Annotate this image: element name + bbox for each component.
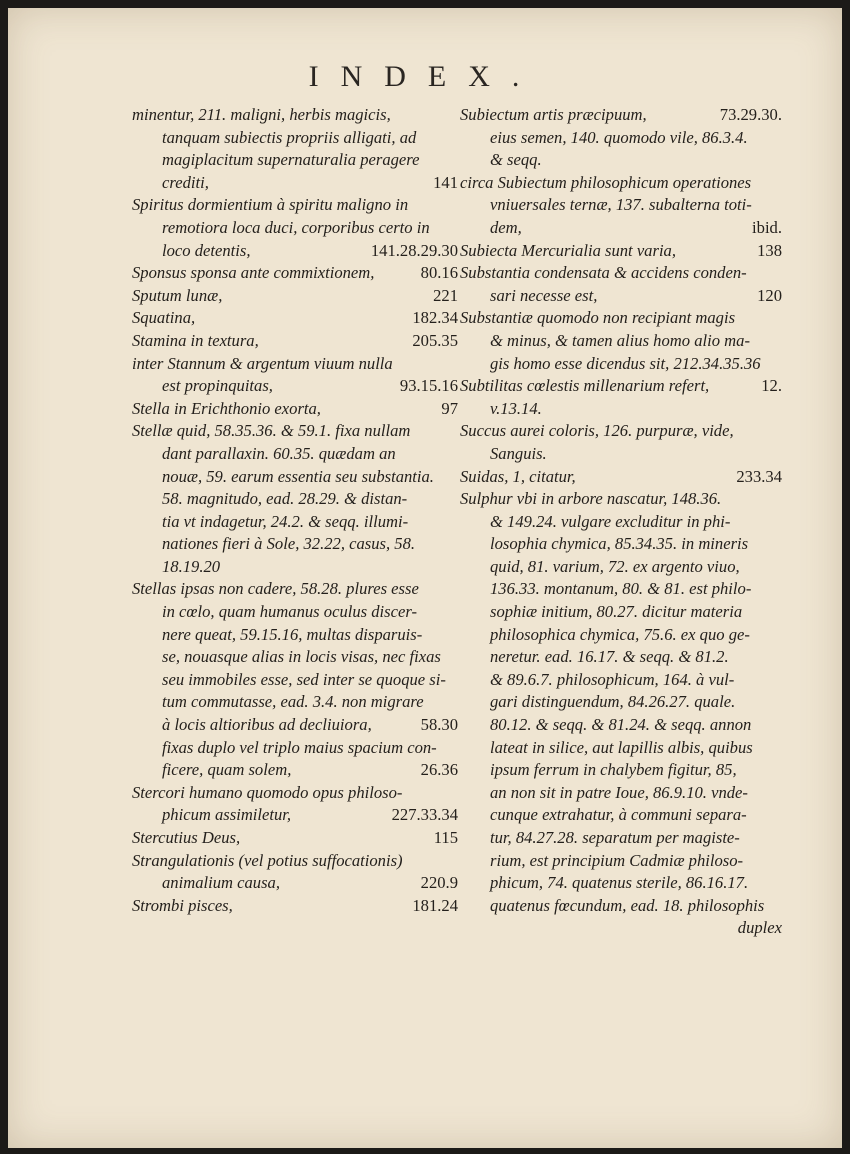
index-entry-text: 136.33. montanum, 80. & 81. est philo-	[490, 579, 752, 599]
index-line	[460, 443, 782, 466]
index-line	[460, 217, 782, 240]
index-entry-text: phicum assimiletur,	[162, 805, 292, 825]
index-entry-text: & 89.6.7. philosophicum, 164. à vul-	[490, 669, 735, 689]
index-line	[460, 262, 782, 285]
index-entry-text: Sulphur vbi in arbore nascatur, 148.36.	[460, 489, 722, 509]
index-entry-text: Stercori humano quomodo opus philoso-	[132, 782, 403, 802]
index-line	[132, 466, 458, 489]
index-line	[460, 307, 782, 330]
index-line	[132, 420, 458, 443]
index-line	[460, 872, 782, 895]
index-page-reference: 141.28.29.30	[370, 240, 458, 260]
index-entry-text: animalium causa,	[162, 873, 280, 893]
index-line	[132, 172, 458, 195]
index-entry-text: an non sit in patre Ioue, 86.9.10. vnde-	[490, 782, 748, 802]
index-line	[132, 330, 458, 353]
index-line	[132, 578, 458, 601]
index-page-reference: 227.33.34	[391, 805, 458, 825]
index-line	[132, 194, 458, 217]
index-line	[132, 104, 458, 127]
index-line	[132, 714, 458, 737]
index-line	[460, 240, 782, 263]
index-line	[460, 353, 782, 376]
index-line	[132, 556, 458, 579]
index-entry-text: Squatina,	[132, 308, 196, 328]
index-line	[460, 127, 782, 150]
index-entry-text: Subiecta Mercurialia sunt varia,	[460, 240, 676, 260]
index-line	[460, 104, 782, 127]
index-page-reference: 26.36	[420, 760, 458, 780]
index-entry-text: ipsum ferrum in chalybem figitur, 85,	[490, 760, 737, 780]
index-page-reference: 73.29.30.	[719, 105, 782, 124]
index-page-reference: 58.30	[420, 715, 458, 735]
index-line	[460, 420, 782, 443]
index-entry-text: Stella in Erichthonio exorta,	[132, 398, 321, 418]
index-page-reference: ibid.	[752, 217, 782, 237]
index-entry-text: est propinquitas,	[162, 376, 273, 396]
index-entry-text: sophiæ initium, 80.27. dicitur materia	[490, 602, 743, 622]
index-entry-text: cunque extrahatur, à communi separa-	[490, 805, 747, 825]
index-page-reference: 181.24	[412, 895, 458, 915]
index-entry-text: duplex	[737, 918, 782, 938]
index-line	[460, 917, 782, 940]
index-line	[460, 375, 782, 398]
index-line	[132, 149, 458, 172]
index-page-reference: 12.	[761, 376, 782, 396]
index-entry-text: rium, est principium Cadmiæ philoso-	[490, 850, 744, 870]
index-entry-text: Stellæ quid, 58.35.36. & 59.1. fixa nullam	[132, 421, 411, 441]
index-entry-text: tur, 84.27.28. separatum per magiste-	[490, 828, 740, 847]
index-entry-text: Stamina in textura,	[132, 330, 259, 350]
index-entry-text: Sanguis.	[490, 443, 547, 463]
index-entry-text: gari distinguendum, 84.26.27. quale.	[490, 692, 736, 712]
index-entry-text: ficere, quam solem,	[162, 760, 292, 780]
index-entry-text: neretur. ead. 16.17. & seqq. & 81.2.	[490, 647, 729, 667]
index-line	[132, 488, 458, 511]
index-line	[460, 511, 782, 534]
index-line	[132, 624, 458, 647]
index-entry-text: 80.12. & seqq. & 81.24. & seqq. annon	[490, 715, 752, 735]
index-entry-text: phicum, 74. quatenus sterile, 86.16.17.	[490, 873, 749, 893]
index-line	[460, 782, 782, 805]
index-entry-text: Substantia condensata & accidens conden-	[460, 263, 747, 283]
index-line	[460, 850, 782, 873]
index-entry-text: 18.19.20	[162, 556, 221, 576]
index-entry-text: Substantiæ quomodo non recipiant magis	[460, 308, 736, 328]
index-line	[460, 714, 782, 737]
index-page-reference: 233.34	[736, 466, 782, 486]
index-entry-text: Strangulationis (vel potius suffocationis)	[132, 850, 403, 870]
index-entry-text: à locis altioribus ad decliuiora,	[162, 715, 372, 735]
index-entry-text: circa Subiectum philosophicum operationes	[460, 172, 752, 192]
index-entry-text: quatenus fœcundum, ead. 18. philosophis	[490, 895, 765, 915]
index-line	[132, 398, 458, 421]
index-entry-text: lateat in silice, aut lapillis albis, quibus	[490, 737, 753, 757]
index-page-reference: 138	[757, 240, 782, 260]
index-page-reference: 220.9	[420, 873, 458, 893]
index-entry-text: quid, 81. varium, 72. ex argento viuo,	[490, 556, 740, 576]
index-line	[132, 601, 458, 624]
index-line	[460, 759, 782, 782]
index-line	[132, 804, 458, 827]
index-line	[460, 691, 782, 714]
index-entry-text: fixas duplo vel triplo maius spacium con-	[162, 737, 437, 757]
index-entry-text: nouæ, 59. earum essentia seu substantia.	[162, 466, 434, 486]
index-entry-text: vniuersales ternæ, 137. subalterna toti-	[490, 195, 752, 215]
index-line	[132, 872, 458, 895]
index-line	[132, 443, 458, 466]
index-entry-text: in cœlo, quam humanus oculus discer-	[162, 602, 418, 622]
index-entry-text: seu immobiles esse, sed inter se quoque si-	[162, 669, 446, 689]
index-line	[460, 669, 782, 692]
index-entry-text: 58. magnitudo, ead. 28.29. & distan-	[162, 489, 408, 509]
index-page-reference: 221	[433, 285, 458, 305]
index-line	[460, 578, 782, 601]
index-line	[460, 737, 782, 760]
index-entry-text: minentur, 211. maligni, herbis magicis,	[132, 105, 391, 124]
index-entry-text: tanquam subiectis propriis alligati, ad	[162, 127, 417, 147]
index-entry-text: nere queat, 59.15.16, multas disparuis-	[162, 624, 423, 644]
index-entry-text: Subtilitas cœlestis millenarium refert,	[460, 376, 710, 396]
index-entry-text: Sputum lunæ,	[132, 285, 223, 305]
index-line	[460, 149, 782, 172]
index-entry-text: eius semen, 140. quomodo vile, 86.3.4.	[490, 127, 748, 147]
index-line	[460, 172, 782, 195]
index-entry-text: Strombi pisces,	[132, 895, 233, 915]
index-page-reference: 115	[433, 828, 458, 847]
index-line	[460, 488, 782, 511]
index-page-reference: 182.34	[412, 308, 458, 328]
index-page-reference: 80.16	[420, 263, 458, 283]
index-entry-text: crediti,	[162, 172, 209, 192]
index-line	[132, 850, 458, 873]
index-entry-text: gis homo esse dicendus sit, 212.34.35.36	[490, 353, 761, 373]
index-entry-text: nationes fieri à Sole, 32.22, casus, 58.	[162, 534, 416, 554]
index-page-reference: 205.35	[412, 330, 458, 350]
index-line	[132, 353, 458, 376]
index-line	[132, 669, 458, 692]
index-line	[460, 398, 782, 421]
index-line	[132, 285, 458, 308]
index-entry-text: Succus aurei coloris, 126. purpuræ, vide,	[460, 421, 734, 441]
index-line	[132, 511, 458, 534]
index-entry-text: philosophica chymica, 75.6. ex quo ge-	[490, 624, 750, 644]
index-line	[460, 624, 782, 647]
index-line	[460, 804, 782, 827]
index-line	[460, 827, 782, 850]
index-line	[132, 895, 458, 918]
index-entry-text: Stellas ipsas non cadere, 58.28. plures esse	[132, 579, 419, 599]
index-line	[460, 330, 782, 353]
index-entry-text: Subiectum artis præcipuum,	[460, 105, 647, 124]
index-line	[460, 895, 782, 918]
index-entry-text: dant parallaxin. 60.35. quædam an	[162, 443, 396, 463]
index-entry-text: tia vt indagetur, 24.2. & seqq. illumi-	[162, 511, 409, 531]
index-line	[132, 782, 458, 805]
index-line	[132, 691, 458, 714]
index-page-reference: 93.15.16	[399, 376, 458, 396]
index-line	[132, 533, 458, 556]
index-page-reference: 97	[441, 398, 458, 418]
index-entry-text: losophia chymica, 85.34.35. in mineris	[490, 534, 749, 554]
index-entry-text: Suidas, 1, citatur,	[460, 466, 576, 486]
index-line	[132, 217, 458, 240]
index-line	[132, 759, 458, 782]
index-line	[132, 262, 458, 285]
index-line	[460, 466, 782, 489]
index-entry-text: inter Stannum & argentum viuum nulla	[132, 353, 393, 373]
index-line	[132, 307, 458, 330]
index-line	[460, 601, 782, 624]
index-line	[460, 285, 782, 308]
index-line	[132, 375, 458, 398]
left-column	[132, 104, 458, 917]
index-entry-text: v.13.14.	[490, 398, 542, 418]
index-entry-text: loco detentis,	[162, 240, 251, 260]
index-entry-text: Sponsus sponsa ante commixtionem,	[132, 263, 375, 283]
index-page-reference: 120	[757, 285, 782, 305]
index-entry-text: tum commutasse, ead. 3.4. non migrare	[162, 692, 424, 712]
index-entry-text: & seqq.	[490, 150, 542, 170]
index-line	[132, 737, 458, 760]
index-line	[460, 646, 782, 669]
index-entry-text: dem,	[490, 217, 522, 237]
index-entry-text: & minus, & tamen alius homo alio ma-	[490, 330, 750, 350]
right-column	[460, 104, 782, 940]
index-entry-text: sari necesse est,	[490, 285, 598, 305]
index-entry-text: se, nouasque alias in locis visas, nec fixas	[162, 647, 441, 667]
index-entry-text: Stercutius Deus,	[132, 828, 241, 847]
page-heading: INDEX.	[308, 60, 542, 93]
index-line	[132, 827, 458, 850]
index-entry-text: & 149.24. vulgare excluditur in phi-	[490, 511, 731, 531]
index-entry-text: Spiritus dormientium à spiritu maligno in	[132, 195, 409, 215]
index-line	[132, 127, 458, 150]
index-line	[132, 240, 458, 263]
index-line	[460, 556, 782, 579]
index-page-reference: 141	[433, 172, 458, 192]
index-line	[460, 533, 782, 556]
index-entry-text: remotiora loca duci, corporibus certo in	[162, 217, 430, 237]
index-line	[460, 194, 782, 217]
index-line	[132, 646, 458, 669]
index-entry-text: magiplacitum supernaturalia peragere	[162, 150, 420, 170]
